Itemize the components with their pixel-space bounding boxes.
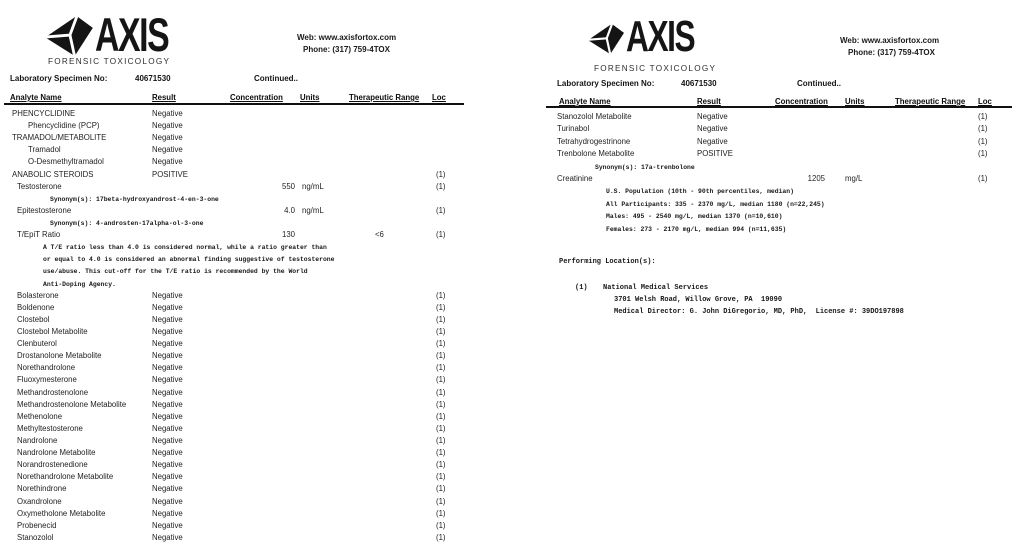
analyte-row xyxy=(0,303,512,315)
brand-tagline: FORENSIC TOXICOLOGY xyxy=(594,64,717,73)
loc-value: (1) xyxy=(436,205,446,215)
loc-value: (1) xyxy=(436,460,446,470)
result-value: Negative xyxy=(697,124,728,134)
loc-value: (1) xyxy=(978,112,988,121)
analyte-row xyxy=(0,363,512,375)
analyte-row xyxy=(0,182,512,194)
contact-web: Web: www.axisfortox.com xyxy=(297,33,397,42)
loc-value: (1) xyxy=(436,435,446,445)
result-value: Negative xyxy=(152,363,183,373)
concentration-value: 130 xyxy=(281,230,295,240)
analyte-row xyxy=(0,424,512,436)
loc-value: (1) xyxy=(436,230,446,240)
result-value: Negative xyxy=(152,339,183,349)
result-value: Negative xyxy=(152,484,183,494)
analyte-row xyxy=(0,472,512,484)
column-header-analyte-name: Analyte Name xyxy=(559,97,611,106)
result-value: Negative xyxy=(152,121,183,131)
result-value: Negative xyxy=(152,387,183,397)
column-header-loc: Loc xyxy=(978,97,992,106)
result-value: POSITIVE xyxy=(152,169,188,179)
analyte-name: Methandrostenolone xyxy=(17,387,89,397)
result-value: Negative xyxy=(697,136,728,146)
result-value: Negative xyxy=(152,423,183,433)
result-value: Negative xyxy=(152,326,183,336)
loc-value: (1) xyxy=(436,326,446,336)
note-line: use/abuse. This cut-off for the T/E ratio is recommended by the World xyxy=(43,268,308,276)
analyte-row xyxy=(512,112,1024,124)
analyte-row xyxy=(0,509,512,521)
loc-value: (1) xyxy=(436,387,446,397)
result-value: Negative xyxy=(152,411,183,421)
note-line: U.S. Population (10th - 90th percentiles, median) xyxy=(606,188,794,196)
analyte-name: Phencyclidine (PCP) xyxy=(28,121,100,131)
axis-triangle-logo-icon xyxy=(588,22,624,56)
loc-value: (1) xyxy=(436,351,446,361)
note-line: or equal to 4.0 is considered an abnormal finding suggestive of testosterone xyxy=(43,256,335,264)
analyte-name: Norandrostenedione xyxy=(17,460,88,470)
result-value: POSITIVE xyxy=(697,149,733,159)
units-value: ng/mL xyxy=(302,205,324,215)
analyte-row xyxy=(0,436,512,448)
analyte-name: Creatinine xyxy=(557,173,593,183)
analyte-row xyxy=(0,351,512,363)
analyte-name: Clostebol xyxy=(17,314,50,324)
analyte-name: Epitestosterone xyxy=(17,205,72,215)
analyte-row xyxy=(0,521,512,533)
loc-value: (1) xyxy=(436,314,446,324)
continued-label: Continued.. xyxy=(797,79,841,88)
analyte-name: Oxandrolone xyxy=(17,496,62,506)
analyte-name: Methandrostenolone Metabolite xyxy=(17,399,127,409)
analyte-name: O-Desmethyltramadol xyxy=(28,157,104,167)
analyte-row xyxy=(0,400,512,412)
loc-value: (1) xyxy=(436,520,446,530)
analyte-table xyxy=(0,109,512,545)
note-line: All Participants: 335 - 2370 mg/L, median 1180 (n=22,245) xyxy=(606,200,825,208)
analyte-name: PHENCYCLIDINE xyxy=(12,109,76,118)
location-number: (1) xyxy=(575,284,588,292)
column-header-units: Units xyxy=(300,93,320,102)
units-value: ng/mL xyxy=(302,181,324,191)
location-address: 3701 Welsh Road, Willow Grove, PA 19090 xyxy=(614,296,783,304)
analyte-name: ANABOLIC STEROIDS xyxy=(12,169,94,179)
analyte-row xyxy=(0,206,512,218)
loc-value: (1) xyxy=(978,149,988,159)
result-value: Negative xyxy=(152,532,183,542)
analyte-row xyxy=(512,124,1024,136)
analyte-row xyxy=(0,448,512,460)
analyte-name: Clostebol Metabolite xyxy=(17,326,88,336)
loc-value: (1) xyxy=(436,423,446,433)
analyte-row xyxy=(512,174,1024,186)
column-header-units: Units xyxy=(845,97,865,106)
column-header-therapeutic-range: Therapeutic Range xyxy=(349,93,420,102)
loc-value: (1) xyxy=(436,339,446,349)
analyte-name: Probenecid xyxy=(17,520,57,530)
report-page-2 xyxy=(512,0,1024,559)
column-header-concentration: Concentration xyxy=(775,97,828,106)
synonym-line: Synonym(s): 4-androsten-17alpha-ol-3-one xyxy=(50,219,204,227)
contact-phone: Phone: (317) 759-4TOX xyxy=(848,48,935,57)
analyte-name: Nandrolone xyxy=(17,435,58,445)
analyte-row xyxy=(0,339,512,351)
analyte-row xyxy=(0,460,512,472)
loc-value: (1) xyxy=(436,181,446,191)
result-value: Negative xyxy=(152,109,183,118)
concentration-value: 4.0 xyxy=(284,205,295,215)
analyte-name: Nandrolone Metabolite xyxy=(17,448,96,458)
analyte-row xyxy=(0,109,512,121)
result-value: Negative xyxy=(152,290,183,300)
loc-value: (1) xyxy=(436,302,446,312)
result-value: Negative xyxy=(152,448,183,458)
column-header-result: Result xyxy=(152,93,176,102)
header-rule xyxy=(546,106,1012,108)
loc-value: (1) xyxy=(978,136,988,146)
performing-locations-label: Performing Location(s): xyxy=(559,258,656,266)
analyte-table xyxy=(512,112,1024,236)
concentration-value: 550 xyxy=(281,181,295,191)
analyte-row xyxy=(0,145,512,157)
loc-value: (1) xyxy=(436,375,446,385)
concentration-value: 1205 xyxy=(807,173,825,183)
location-name: National Medical Services xyxy=(603,284,709,292)
analyte-name: T/EpiT Ratio xyxy=(17,230,61,240)
loc-value: (1) xyxy=(436,169,446,179)
loc-value: (1) xyxy=(436,363,446,373)
synonym-line: Synonym(s): 17a-trenbolone xyxy=(595,163,695,171)
loc-value: (1) xyxy=(436,411,446,421)
analyte-name: Methyltestosterone xyxy=(17,423,83,433)
note-line: A T/E ratio less than 4.0 is considered normal, while a ratio greater than xyxy=(43,244,327,252)
analyte-row xyxy=(0,497,512,509)
loc-value: (1) xyxy=(436,484,446,494)
loc-value: (1) xyxy=(436,290,446,300)
analyte-row xyxy=(0,375,512,387)
result-value: Negative xyxy=(152,399,183,409)
analyte-name: Oxymetholone Metabolite xyxy=(17,508,106,518)
analyte-name: Turinabol xyxy=(557,124,590,134)
analyte-name: Stanozolol xyxy=(17,532,54,542)
column-header-therapeutic-range: Therapeutic Range xyxy=(895,97,966,106)
brand-wordmark: AXIS xyxy=(95,8,169,61)
result-value: Negative xyxy=(152,157,183,167)
result-value: Negative xyxy=(152,460,183,470)
brand-wordmark: AXIS xyxy=(626,12,695,61)
analyte-row xyxy=(0,484,512,496)
result-value: Negative xyxy=(152,302,183,312)
analyte-row xyxy=(0,230,512,242)
analyte-name: Testosterone xyxy=(17,181,62,191)
analyte-row xyxy=(0,533,512,545)
analyte-row xyxy=(0,315,512,327)
specimen-label: Laboratory Specimen No: xyxy=(557,79,655,88)
loc-value: (1) xyxy=(978,124,988,134)
loc-value: (1) xyxy=(436,448,446,458)
result-value: Negative xyxy=(152,496,183,506)
analyte-row xyxy=(0,291,512,303)
column-header-loc: Loc xyxy=(432,93,446,102)
analyte-name: Stanozolol Metabolite xyxy=(557,112,632,121)
analyte-row xyxy=(0,133,512,145)
loc-value: (1) xyxy=(436,472,446,482)
analyte-name: Norethandrolone xyxy=(17,363,76,373)
result-value: Negative xyxy=(152,145,183,155)
column-header-analyte-name: Analyte Name xyxy=(10,93,62,102)
analyte-name: Boldenone xyxy=(17,302,55,312)
contact-phone: Phone: (317) 759-4TOX xyxy=(303,45,390,54)
loc-value: (1) xyxy=(436,496,446,506)
result-value: Negative xyxy=(152,520,183,530)
column-header-result: Result xyxy=(697,97,721,106)
analyte-name: Norethandrolone Metabolite xyxy=(17,472,114,482)
analyte-row xyxy=(0,121,512,133)
analyte-row xyxy=(0,157,512,169)
specimen-number: 40671530 xyxy=(681,79,717,88)
analyte-name: Norethindrone xyxy=(17,484,67,494)
header-rule xyxy=(4,103,464,105)
analyte-row xyxy=(512,149,1024,161)
contact-web: Web: www.axisfortox.com xyxy=(840,36,940,45)
analyte-name: Bolasterone xyxy=(17,290,59,300)
result-value: Negative xyxy=(152,351,183,361)
result-value: Negative xyxy=(152,133,183,143)
analyte-name: TRAMADOL/METABOLITE xyxy=(12,133,107,143)
location-director: Medical Director: G. John DiGregorio, MD, PhD, License #: 39DO197898 xyxy=(614,308,904,316)
brand-tagline: FORENSIC TOXICOLOGY xyxy=(48,57,171,66)
continued-label: Continued.. xyxy=(254,74,298,83)
loc-value: (1) xyxy=(436,399,446,409)
result-value: Negative xyxy=(152,435,183,445)
analyte-name: Tetrahydrogestrinone xyxy=(557,136,631,146)
result-value: Negative xyxy=(697,112,728,121)
synonym-line: Synonym(s): 17beta-hydroxyandrost-4-en-3-one xyxy=(50,195,219,203)
loc-value: (1) xyxy=(436,532,446,542)
specimen-label: Laboratory Specimen No: xyxy=(10,74,108,83)
loc-value: (1) xyxy=(978,173,988,183)
result-value: Negative xyxy=(152,314,183,324)
analyte-name: Tramadol xyxy=(28,145,61,155)
analyte-row xyxy=(0,327,512,339)
column-header-concentration: Concentration xyxy=(230,93,283,102)
note-line: Females: 273 - 2170 mg/L, median 994 (n=11,635) xyxy=(606,225,787,233)
analyte-name: Drostanolone Metabolite xyxy=(17,351,102,361)
analyte-name: Trenbolone Metabolite xyxy=(557,149,635,159)
units-value: mg/L xyxy=(845,173,863,183)
analyte-name: Clenbuterol xyxy=(17,339,57,349)
loc-value: (1) xyxy=(436,508,446,518)
note-line: Anti-Doping Agency. xyxy=(43,280,116,288)
axis-triangle-logo-icon xyxy=(45,16,93,56)
result-value: Negative xyxy=(152,472,183,482)
analyte-name: Methenolone xyxy=(17,411,63,421)
result-value: Negative xyxy=(152,508,183,518)
analyte-row xyxy=(0,412,512,424)
result-value: Negative xyxy=(152,375,183,385)
analyte-name: Fluoxymesterone xyxy=(17,375,77,385)
therapeutic-range-value: <6 xyxy=(375,230,384,240)
note-line: Males: 495 - 2540 mg/L, median 1370 (n=10,610) xyxy=(606,213,783,221)
analyte-row xyxy=(0,388,512,400)
specimen-number: 40671530 xyxy=(135,74,171,83)
analyte-row xyxy=(0,170,512,182)
analyte-row xyxy=(512,137,1024,149)
